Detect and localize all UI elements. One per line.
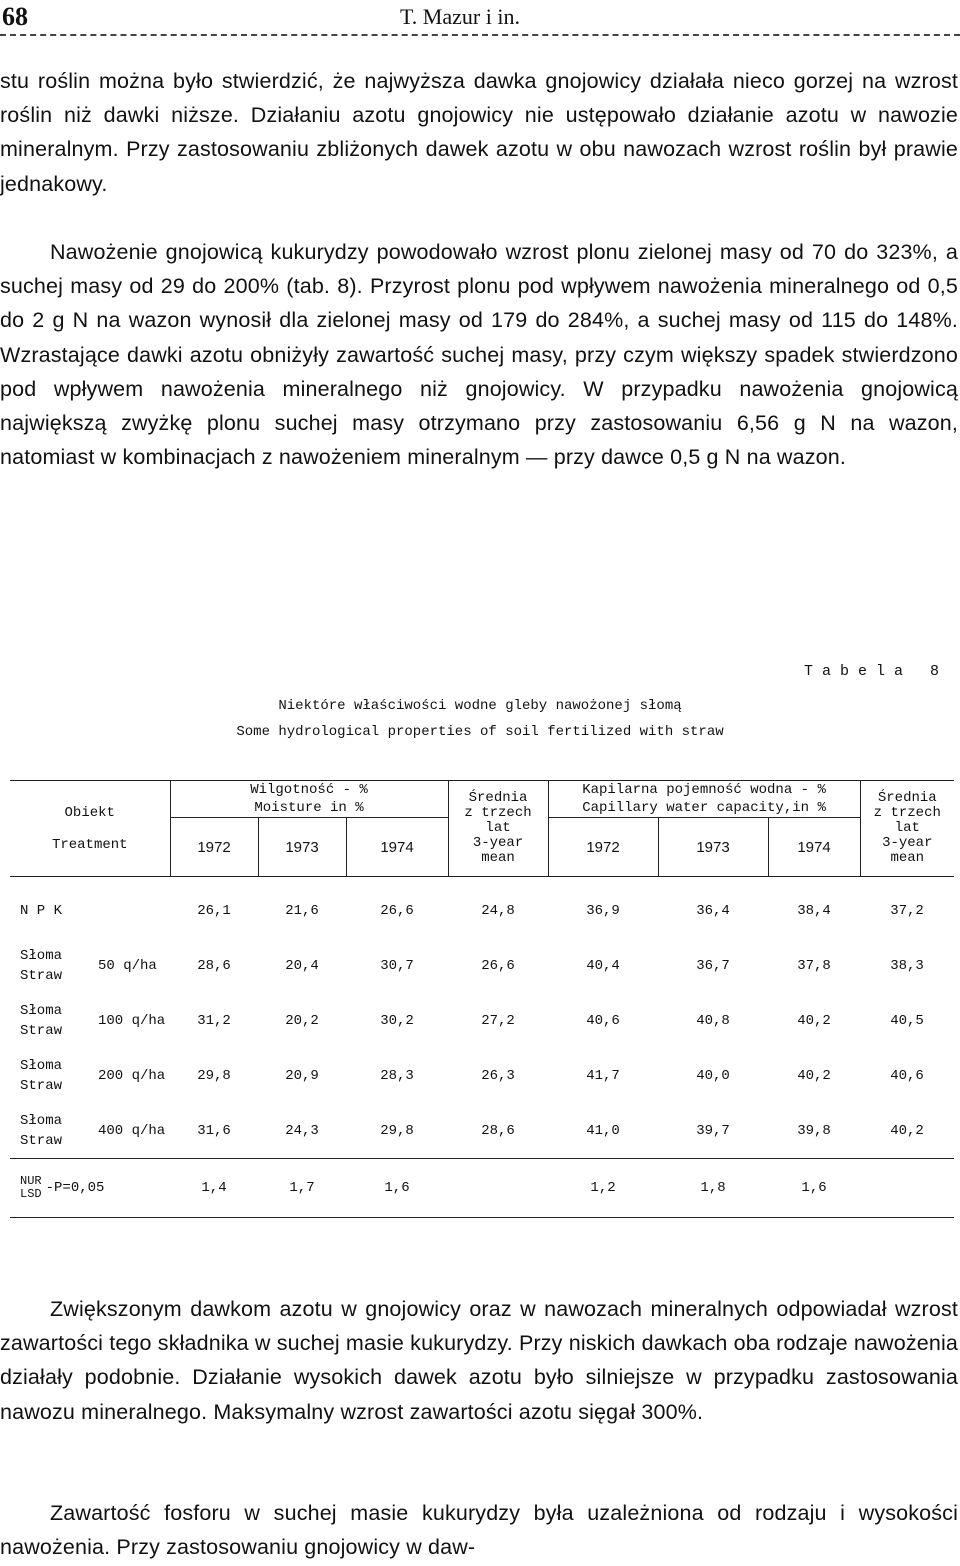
value-cell: 28,6: [197, 957, 231, 974]
lsd-value: 1,8: [658, 1159, 768, 1218]
treatment-header: [10, 781, 170, 877]
value-cell: 36,4: [696, 902, 730, 919]
value-cell: 30,2: [380, 1012, 414, 1029]
lsd-label-pl: NUR: [20, 1174, 42, 1188]
table-row: [10, 1048, 954, 1103]
lsd-label: [20, 1175, 42, 1201]
value-cell: 40,2: [890, 1122, 924, 1139]
value-cell: 40,8: [696, 1012, 730, 1029]
mean-header-line: mean: [890, 850, 925, 866]
page-header: [0, 0, 960, 40]
mean-header-line: Średnia: [877, 790, 937, 806]
paragraph-2: [0, 235, 958, 474]
header-rule: [0, 34, 960, 36]
capacity-header-pl: Kapilarna pojemność wodna - %: [582, 782, 826, 798]
mean-header-line: Średnia: [468, 790, 528, 806]
treatment-cell: [10, 938, 170, 993]
treatment-rate: 50 q/ha: [98, 957, 157, 974]
lsd-value: [860, 1159, 954, 1218]
value-cell: 20,4: [285, 957, 319, 974]
lsd-row: [10, 1159, 954, 1218]
mean-header-line: z trzech: [873, 805, 941, 821]
value-cell: 26,1: [197, 902, 231, 919]
mean-header-line: z trzech: [464, 805, 532, 821]
value-cell: 29,8: [380, 1122, 414, 1139]
treatment-name: N P K: [20, 902, 63, 919]
table-row: [10, 1103, 954, 1159]
treatment-name: Słoma: [20, 947, 63, 964]
value-cell: 41,7: [586, 1067, 620, 1084]
value-cell: 28,6: [481, 1122, 515, 1139]
value-cell: 20,9: [285, 1067, 319, 1084]
moisture-header-en: Moisture in %: [254, 800, 364, 816]
moisture-header-pl: Wilgotność - %: [250, 782, 368, 798]
treatment-rate: 200 q/ha: [98, 1067, 166, 1084]
mean-header-line: lat: [894, 820, 920, 836]
treatment-name: Słoma: [20, 1057, 63, 1074]
hydrological-properties-table: [10, 780, 954, 1218]
value-cell: 37,2: [890, 902, 924, 919]
treatment-name-en: Straw: [20, 1022, 63, 1039]
value-cell: 26,3: [481, 1067, 515, 1084]
value-cell: 27,2: [481, 1012, 515, 1029]
value-cell: 40,2: [797, 1012, 831, 1029]
year-header: 1973: [258, 818, 346, 877]
running-head: T. Mazur i in.: [400, 4, 520, 29]
value-cell: 24,8: [481, 902, 515, 919]
paragraph-1: stu roślin można było stwierdzić, że najwyższa dawka gnojowicy działała nieco gorzej na wzrost roślin niż dawki niższe. Działaniu azotu gnojowicy nie ustępowało działanie azotu w nawozie mineralnym. Przy zastosowaniu zbliżonych dawek azotu w obu nawozach wzrost roślin był prawie jednakowy.: [0, 69, 958, 196]
year-header: 1974: [768, 818, 860, 877]
value-cell: 37,8: [797, 957, 831, 974]
treatment-rate: 100 q/ha: [98, 1012, 166, 1029]
treatment-cell: [10, 993, 170, 1048]
treatment-name: Słoma: [20, 1002, 63, 1019]
value-cell: 26,6: [380, 902, 414, 919]
table-label: Tabela 8: [803, 663, 948, 680]
capacity-header-en: Capillary water capacity,in %: [582, 800, 826, 816]
paragraph-3: [0, 1292, 958, 1429]
value-cell: 28,3: [380, 1067, 414, 1084]
value-cell: 40,5: [890, 1012, 924, 1029]
value-cell: 31,2: [197, 1012, 231, 1029]
lsd-value: 1,7: [258, 1159, 346, 1218]
paragraph-3-text: Zwiększonym dawkom azotu w gnojowicy oraz w nawozach mineralnych odpowiadał wzrost zawartości tego składnika w suchej masie kukurydzy. Przy niskich dawkach oba rodzaje nawożenia działały podobnie. Działanie wysokich dawek azotu było silniejsze w przypadku zastosowania nawozu mineralnego. Maksymalny wzrost zawartości azotu sięgał 300%.: [0, 1297, 958, 1424]
value-cell: 26,6: [481, 957, 515, 974]
mean-header-moisture: [448, 781, 548, 877]
mean-header-line: mean: [481, 850, 515, 866]
year-header: 1974: [346, 818, 448, 877]
capacity-header: [548, 781, 860, 818]
mean-header-line: lat: [485, 820, 511, 836]
table-title-en: Some hydrological properties of soil fertilized with straw: [236, 724, 724, 740]
treatment-cell: [10, 1103, 170, 1159]
value-cell: 36,7: [696, 957, 730, 974]
value-cell: 40,4: [586, 957, 620, 974]
lsd-label-cell: [10, 1159, 170, 1218]
treatment-rate: 400 q/ha: [98, 1122, 166, 1139]
treatment-name-en: Straw: [20, 967, 63, 984]
table-row: [10, 993, 954, 1048]
value-cell: 21,6: [285, 902, 319, 919]
year-header: 1972: [548, 818, 658, 877]
treatment-name-en: Straw: [20, 1077, 63, 1094]
paragraph-2-text: Nawożenie gnojowicą kukurydzy powodowało wzrost plonu zielonej masy od 70 do 323%, a suchej masy od 29 do 200% (tab. 8). Przyrost plonu pod wpływem nawożenia mineralnego od 0,5 do 2 g N na wazon wynosił dla zielonej masy od 179 do 284%, a suchej masy od 115 do 148%. Wzrastające dawki azotu obniżyły zawartość suchej masy, przy czym większy spadek stwierdzono pod wpływem nawożenia mineralnego niż gnojowicy. W przypadku nawożenia gnojowicą największą zwyżkę plonu suchej masy otrzymano przy zastosowaniu 6,56 g N na wazon, natomiast w kombinacjach z nawożeniem mineralnym — przy dawce 0,5 g N na wazon.: [0, 240, 958, 470]
paragraph-4-text: Zawartość fosforu w suchej masie kukurydzy była uzależniona od rodzaju i wysokości nawożenia. Przy zastosowaniu gnojowicy w daw-: [0, 1501, 958, 1560]
treatment-header-pl: Obiekt: [64, 804, 115, 821]
year-header: 1972: [170, 818, 258, 877]
mean-header-capacity: [860, 781, 954, 877]
treatment-header-en: Treatment: [51, 836, 128, 853]
treatment-name-en: Straw: [20, 1132, 63, 1149]
value-cell: 40,0: [696, 1067, 730, 1084]
lsd-value: 1,6: [346, 1159, 448, 1218]
table-row: [10, 877, 954, 939]
value-cell: 36,9: [586, 902, 620, 919]
value-cell: 39,7: [696, 1122, 730, 1139]
value-cell: 40,2: [797, 1067, 831, 1084]
value-cell: 24,3: [285, 1122, 319, 1139]
page-number: 68: [2, 2, 28, 31]
table-row: [10, 938, 954, 993]
moisture-header: [170, 781, 448, 818]
value-cell: 41,0: [586, 1122, 620, 1139]
value-cell: 38,3: [890, 957, 924, 974]
lsd-probability: -P=0,05: [45, 1180, 105, 1196]
value-cell: 30,7: [380, 957, 414, 974]
paragraph-4: [0, 1496, 958, 1564]
value-cell: 29,8: [197, 1067, 231, 1084]
lsd-value: 1,6: [768, 1159, 860, 1218]
mean-header-line: 3-year: [882, 835, 933, 851]
value-cell: 39,8: [797, 1122, 831, 1139]
treatment-cell: [10, 877, 170, 939]
mean-header-line: 3-year: [472, 835, 524, 851]
treatment-cell: [10, 1048, 170, 1103]
value-cell: 40,6: [890, 1067, 924, 1084]
lsd-value: 1,2: [548, 1159, 658, 1218]
year-header: 1973: [658, 818, 768, 877]
lsd-label-en: LSD: [20, 1187, 42, 1201]
value-cell: 40,6: [586, 1012, 620, 1029]
value-cell: 31,6: [197, 1122, 231, 1139]
table-title-pl: Niektóre właściwości wodne gleby nawożonej słomą: [278, 698, 682, 714]
lsd-value: 1,4: [170, 1159, 258, 1218]
treatment-name: Słoma: [20, 1112, 63, 1129]
lsd-value: [448, 1159, 548, 1218]
value-cell: 38,4: [797, 902, 831, 919]
value-cell: 20,2: [285, 1012, 319, 1029]
table-header-row-1: [10, 781, 954, 818]
